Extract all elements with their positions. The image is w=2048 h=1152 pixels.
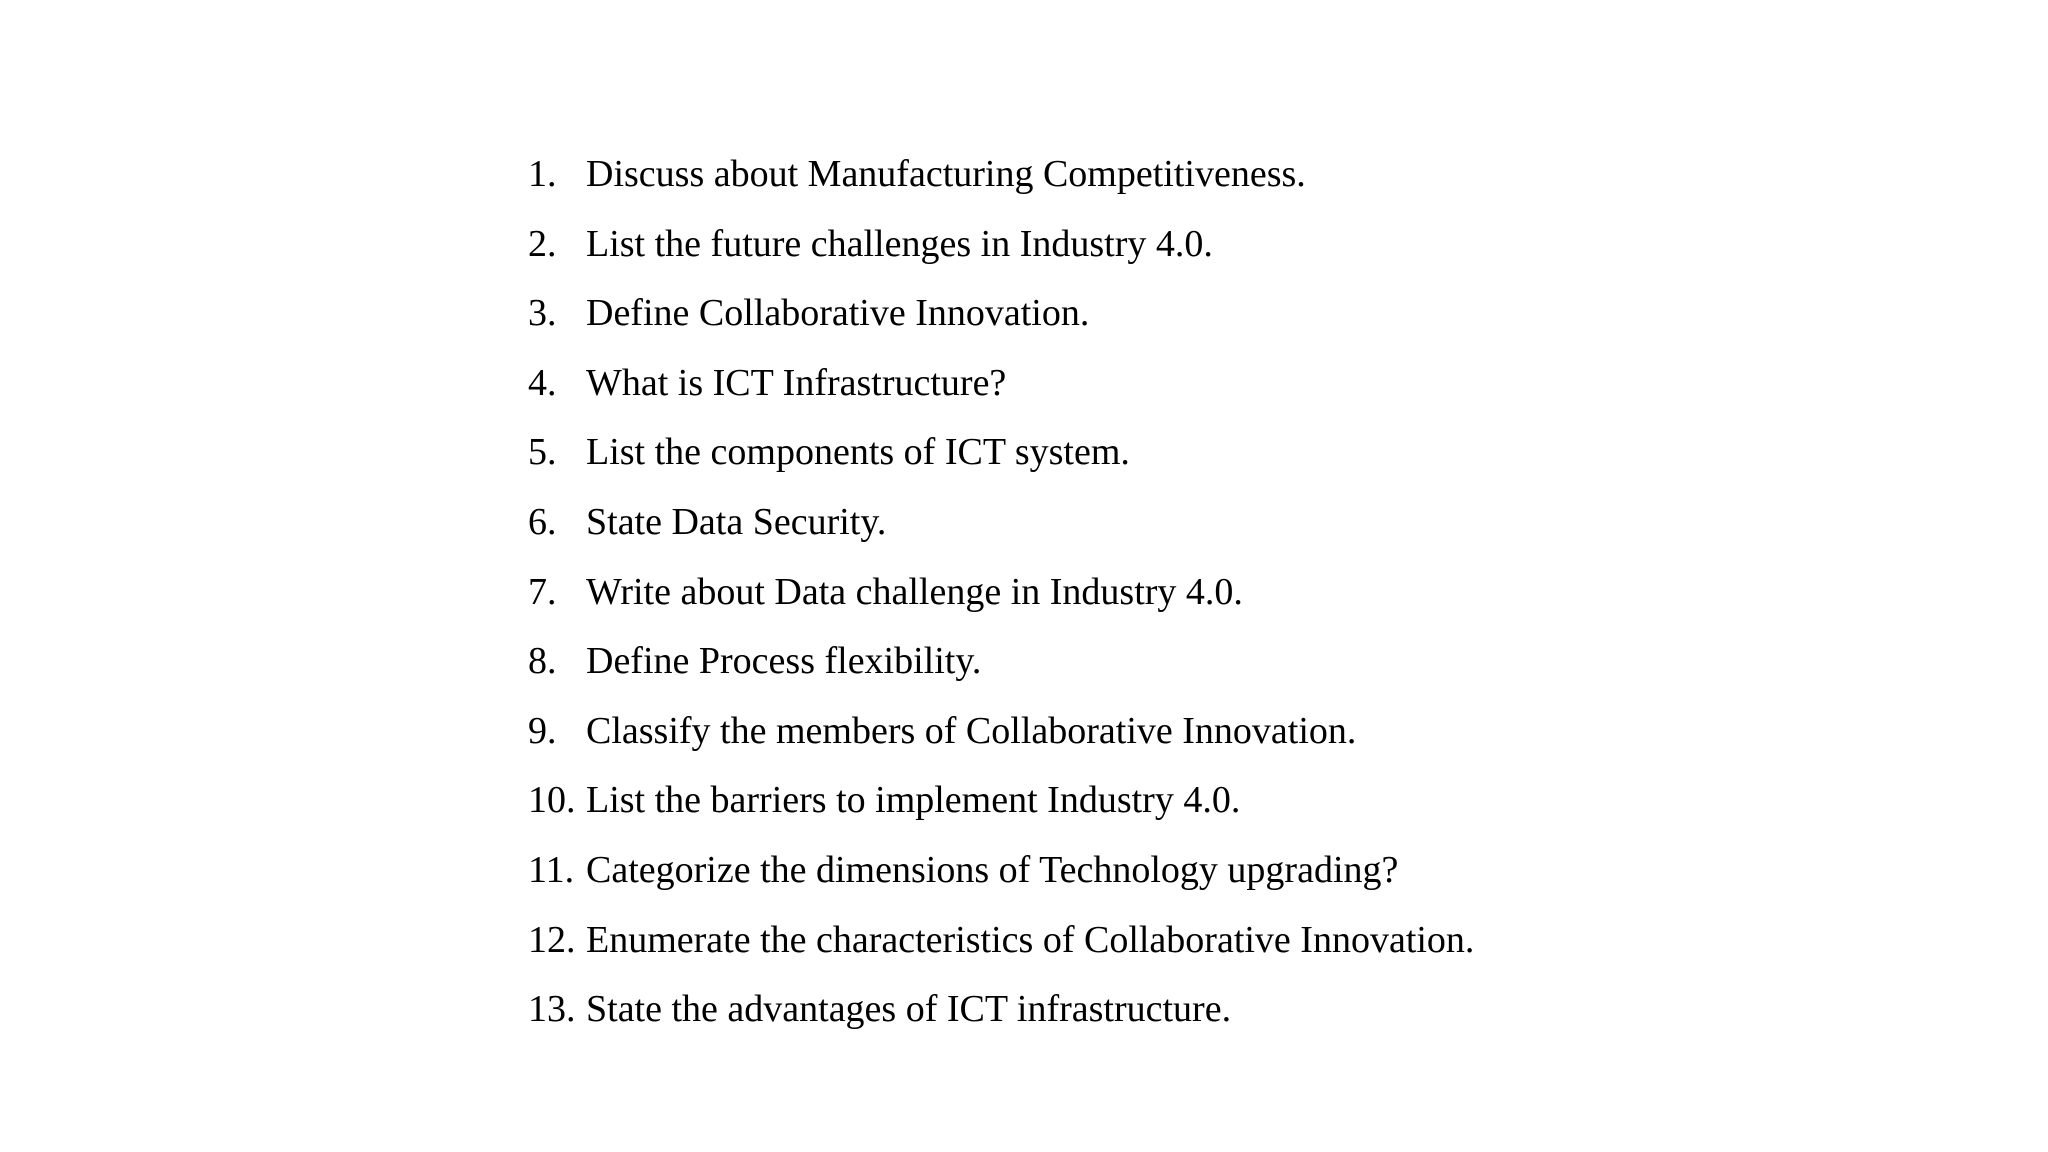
question-list [528, 148, 1474, 1053]
question-item-8 [528, 635, 1474, 705]
question-text: List the barriers to implement Industry 4.0. [586, 779, 1241, 822]
question-item-11 [528, 844, 1474, 914]
question-text: State the advantages of ICT infrastructure. [586, 988, 1232, 1031]
question-text: Categorize the dimensions of Technology upgrading? [586, 848, 1399, 891]
question-text: State Data Security. [586, 500, 887, 543]
question-item-1 [528, 148, 1474, 218]
question-text: What is ICT Infrastructure? [586, 361, 1007, 404]
question-text: Discuss about Manufacturing Competitiveness. [586, 153, 1306, 195]
question-item-7 [528, 566, 1474, 636]
question-text: Define Process flexibility. [586, 640, 982, 683]
question-item-13 [528, 983, 1474, 1053]
question-number: 13. [528, 988, 576, 1031]
question-number: 3. [528, 292, 557, 335]
question-number: 12. [528, 918, 576, 961]
question-number: 7. [528, 570, 557, 613]
question-item-6 [528, 496, 1474, 566]
question-number: 9. [528, 709, 557, 752]
question-item-4 [528, 357, 1474, 427]
question-text: Enumerate the characteristics of Collaborative Innovation. [586, 918, 1475, 961]
question-text: Define Collaborative Innovation. [586, 292, 1090, 335]
question-number: 5. [528, 431, 557, 474]
question-number: 10. [528, 779, 576, 822]
question-number: 11. [528, 848, 575, 891]
question-text: Write about Data challenge in Industry 4.0. [586, 570, 1243, 613]
question-item-3 [528, 287, 1474, 357]
question-item-5 [528, 426, 1474, 496]
question-number: 1. [528, 153, 557, 195]
question-number: 8. [528, 640, 557, 683]
question-number: 4. [528, 361, 557, 404]
question-item-12 [528, 914, 1474, 984]
question-item-2 [528, 218, 1474, 288]
question-item-9 [528, 705, 1474, 775]
question-number: 6. [528, 500, 557, 543]
question-text: List the components of ICT system. [586, 431, 1130, 474]
question-text: Classify the members of Collaborative Innovation. [586, 709, 1357, 752]
question-number: 2. [528, 222, 557, 265]
question-item-10 [528, 774, 1474, 844]
question-text: List the future challenges in Industry 4.0. [586, 222, 1213, 265]
